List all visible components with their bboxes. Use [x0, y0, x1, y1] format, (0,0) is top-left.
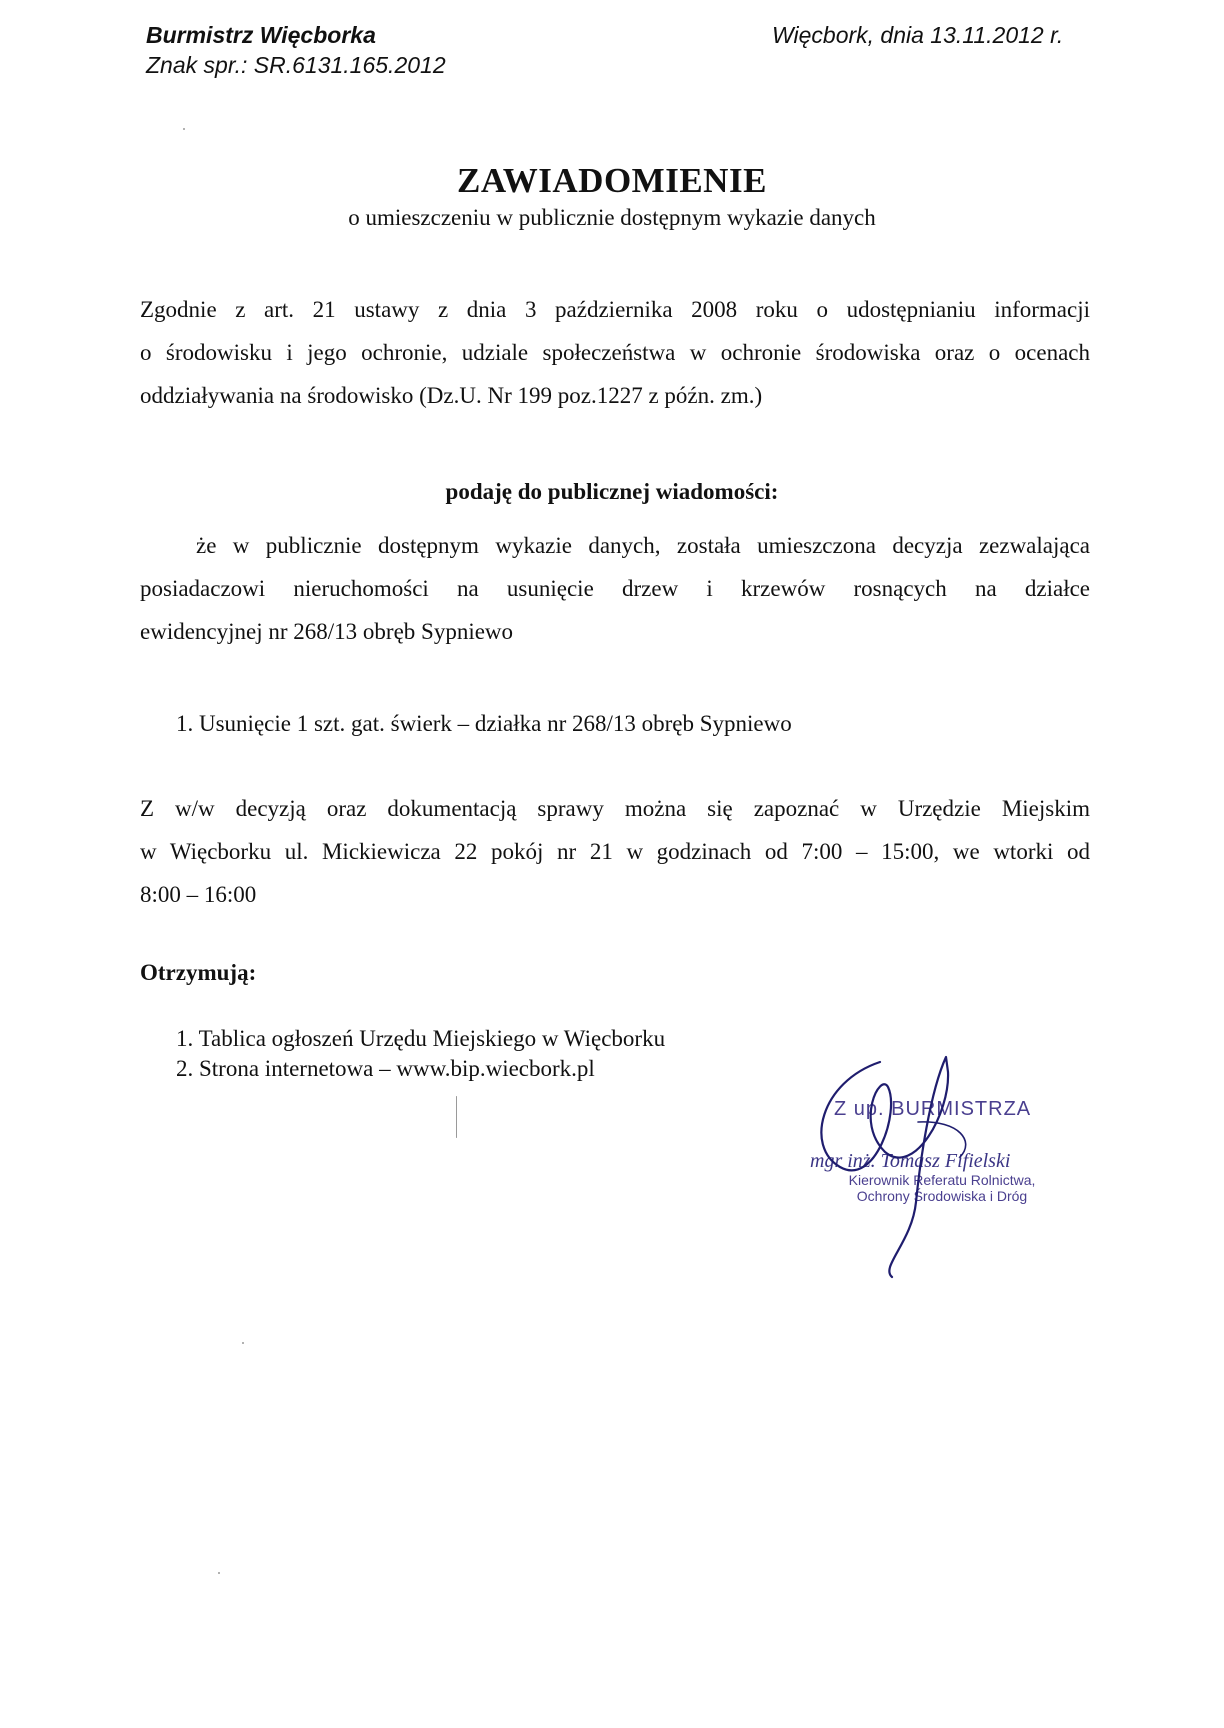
access-paragraph [140, 787, 1090, 916]
paragraph-line: ewidencyjnej nr 268/13 obręb Sypniewo [140, 619, 514, 644]
recipients-list [176, 1024, 665, 1084]
paragraph-line: oddziaływania na środowisko (Dz.U. Nr 199 poz.1227 z późn. zm.) [140, 383, 763, 408]
scan-artifact [456, 1096, 457, 1138]
paragraph-line: 8:00 – 16:00 [140, 882, 257, 907]
list-item: 2. Strona internetowa – www.bip.wiecbork.pl [176, 1056, 595, 1081]
scan-artifact [218, 1572, 220, 1574]
stamp-signatory-name: mgr inż. Tomasz Fifielski [810, 1150, 1011, 1172]
handwritten-signature [800, 1052, 1100, 1302]
scan-artifact [183, 128, 185, 130]
stamp-authorization: Z up. BURMISTRZA [834, 1098, 1032, 1120]
official-stamp [800, 1052, 1100, 1302]
document-subtitle: o umieszczeniu w publicznie dostępnym wykazie danych [348, 205, 876, 230]
decision-paragraph [140, 524, 1090, 653]
document-title: ZAWIADOMIENIE [457, 161, 767, 200]
issuer-name: Burmistrz Więcborka [146, 22, 376, 48]
decision-item: 1. Usunięcie 1 szt. gat. świerk – działka nr 268/13 obręb Sypniewo [176, 711, 792, 736]
recipients-label: Otrzymują: [140, 960, 257, 985]
paragraph-line: o środowisku i jego ochronie, udziale społeczeństwa w ochronie środowiska oraz o ocenach [140, 340, 1090, 365]
scan-artifact [242, 1342, 244, 1344]
paragraph-line: Z w/w decyzją oraz dokumentacją sprawy można się zapoznać w Urzędzie Miejskim [140, 796, 1090, 821]
list-item: 1. Tablica ogłoszeń Urzędu Miejskiego w Więcborku [176, 1026, 666, 1051]
title-block [0, 160, 1224, 232]
paragraph-line: w Więcborku ul. Mickiewicza 22 pokój nr 21 w godzinach od 7:00 – 15:00, we wtorki od [140, 839, 1090, 864]
stamp-title-line: Kierownik Referatu Rolnictwa, [848, 1172, 1036, 1188]
paragraph-line: posiadaczowi nieruchomości na usunięcie drzew i krzewów rosnących na działce [140, 576, 1090, 601]
legal-basis-paragraph [140, 288, 1090, 417]
stamp-title-line: Ochrony Środowiska i Dróg [856, 1188, 1028, 1204]
announcement-heading: podaję do publicznej wiadomości: [445, 479, 779, 504]
issuer-block [146, 20, 446, 80]
case-reference: Znak spr.: SR.6131.165.2012 [146, 52, 446, 78]
paragraph-line: Zgodnie z art. 21 ustawy z dnia 3 października 2008 roku o udostępnianiu informacji [140, 297, 1090, 322]
place-and-date: Więcbork, dnia 13.11.2012 r. [772, 22, 1064, 48]
paragraph-line: że w publicznie dostępnym wykazie danych, została umieszczona decyzja zezwalająca [196, 533, 1090, 558]
